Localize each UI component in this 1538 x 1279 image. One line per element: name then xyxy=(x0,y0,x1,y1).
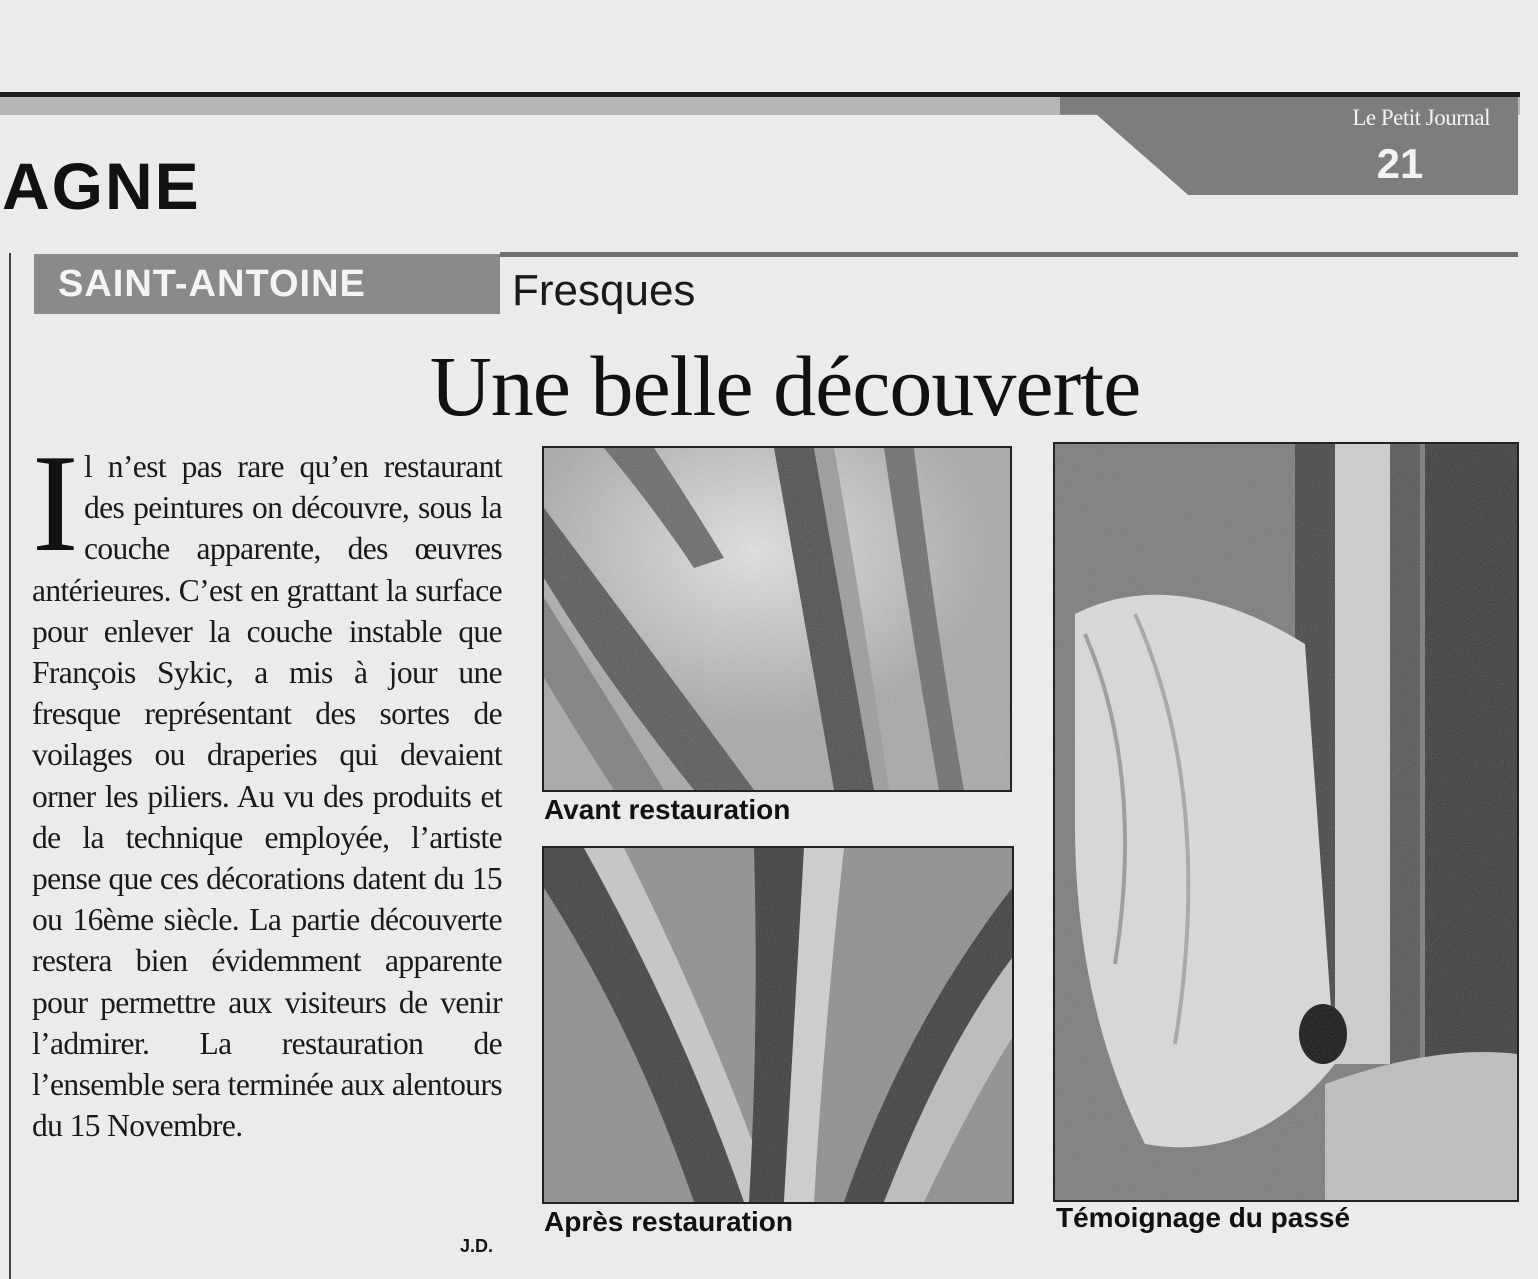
caption-after: Après restauration xyxy=(544,1206,793,1237)
photo-before-restoration xyxy=(542,446,1012,792)
article-body-text: l n’est pas rare qu’en restaurant des peintures on découvre, sous la couche apparente, des œuvres antérieures. C’est en grattant la surface pour enlever la couche instable que François Sykic, a mis à jour une fresque représentant des sortes de voilages ou draperies qui devaient orner les piliers. Au vu des produits et de la technique employée, l’artiste pense que ces décorations datent du 15 ou 16ème siècle. La partie découverte restera bien évidemment apparente pour permettre aux visiteurs de venir l’admirer. La restauration de l’ensemble sera terminée aux alentours du 15 Novembre. xyxy=(32,449,502,1144)
article-kicker: Fresques xyxy=(512,266,696,315)
publication-title: Le Petit Journal xyxy=(1352,105,1490,130)
article-headline: Une belle découverte xyxy=(429,338,1141,434)
caption-before: Avant restauration xyxy=(544,794,791,825)
drop-cap: I xyxy=(32,426,79,581)
section-tag: SAINT-ANTOINE xyxy=(34,254,500,314)
photo-temoignage xyxy=(1053,442,1519,1202)
caption-past: Témoignage du passé xyxy=(1056,1202,1351,1233)
article-body xyxy=(32,426,502,1146)
photo-after-restoration xyxy=(542,846,1014,1204)
page-number: 21 xyxy=(1376,140,1424,187)
section-rule xyxy=(500,252,1518,257)
column-rule xyxy=(9,253,11,1279)
article-byline: J.D. xyxy=(460,1236,494,1256)
region-heading: AGNE xyxy=(2,149,201,223)
